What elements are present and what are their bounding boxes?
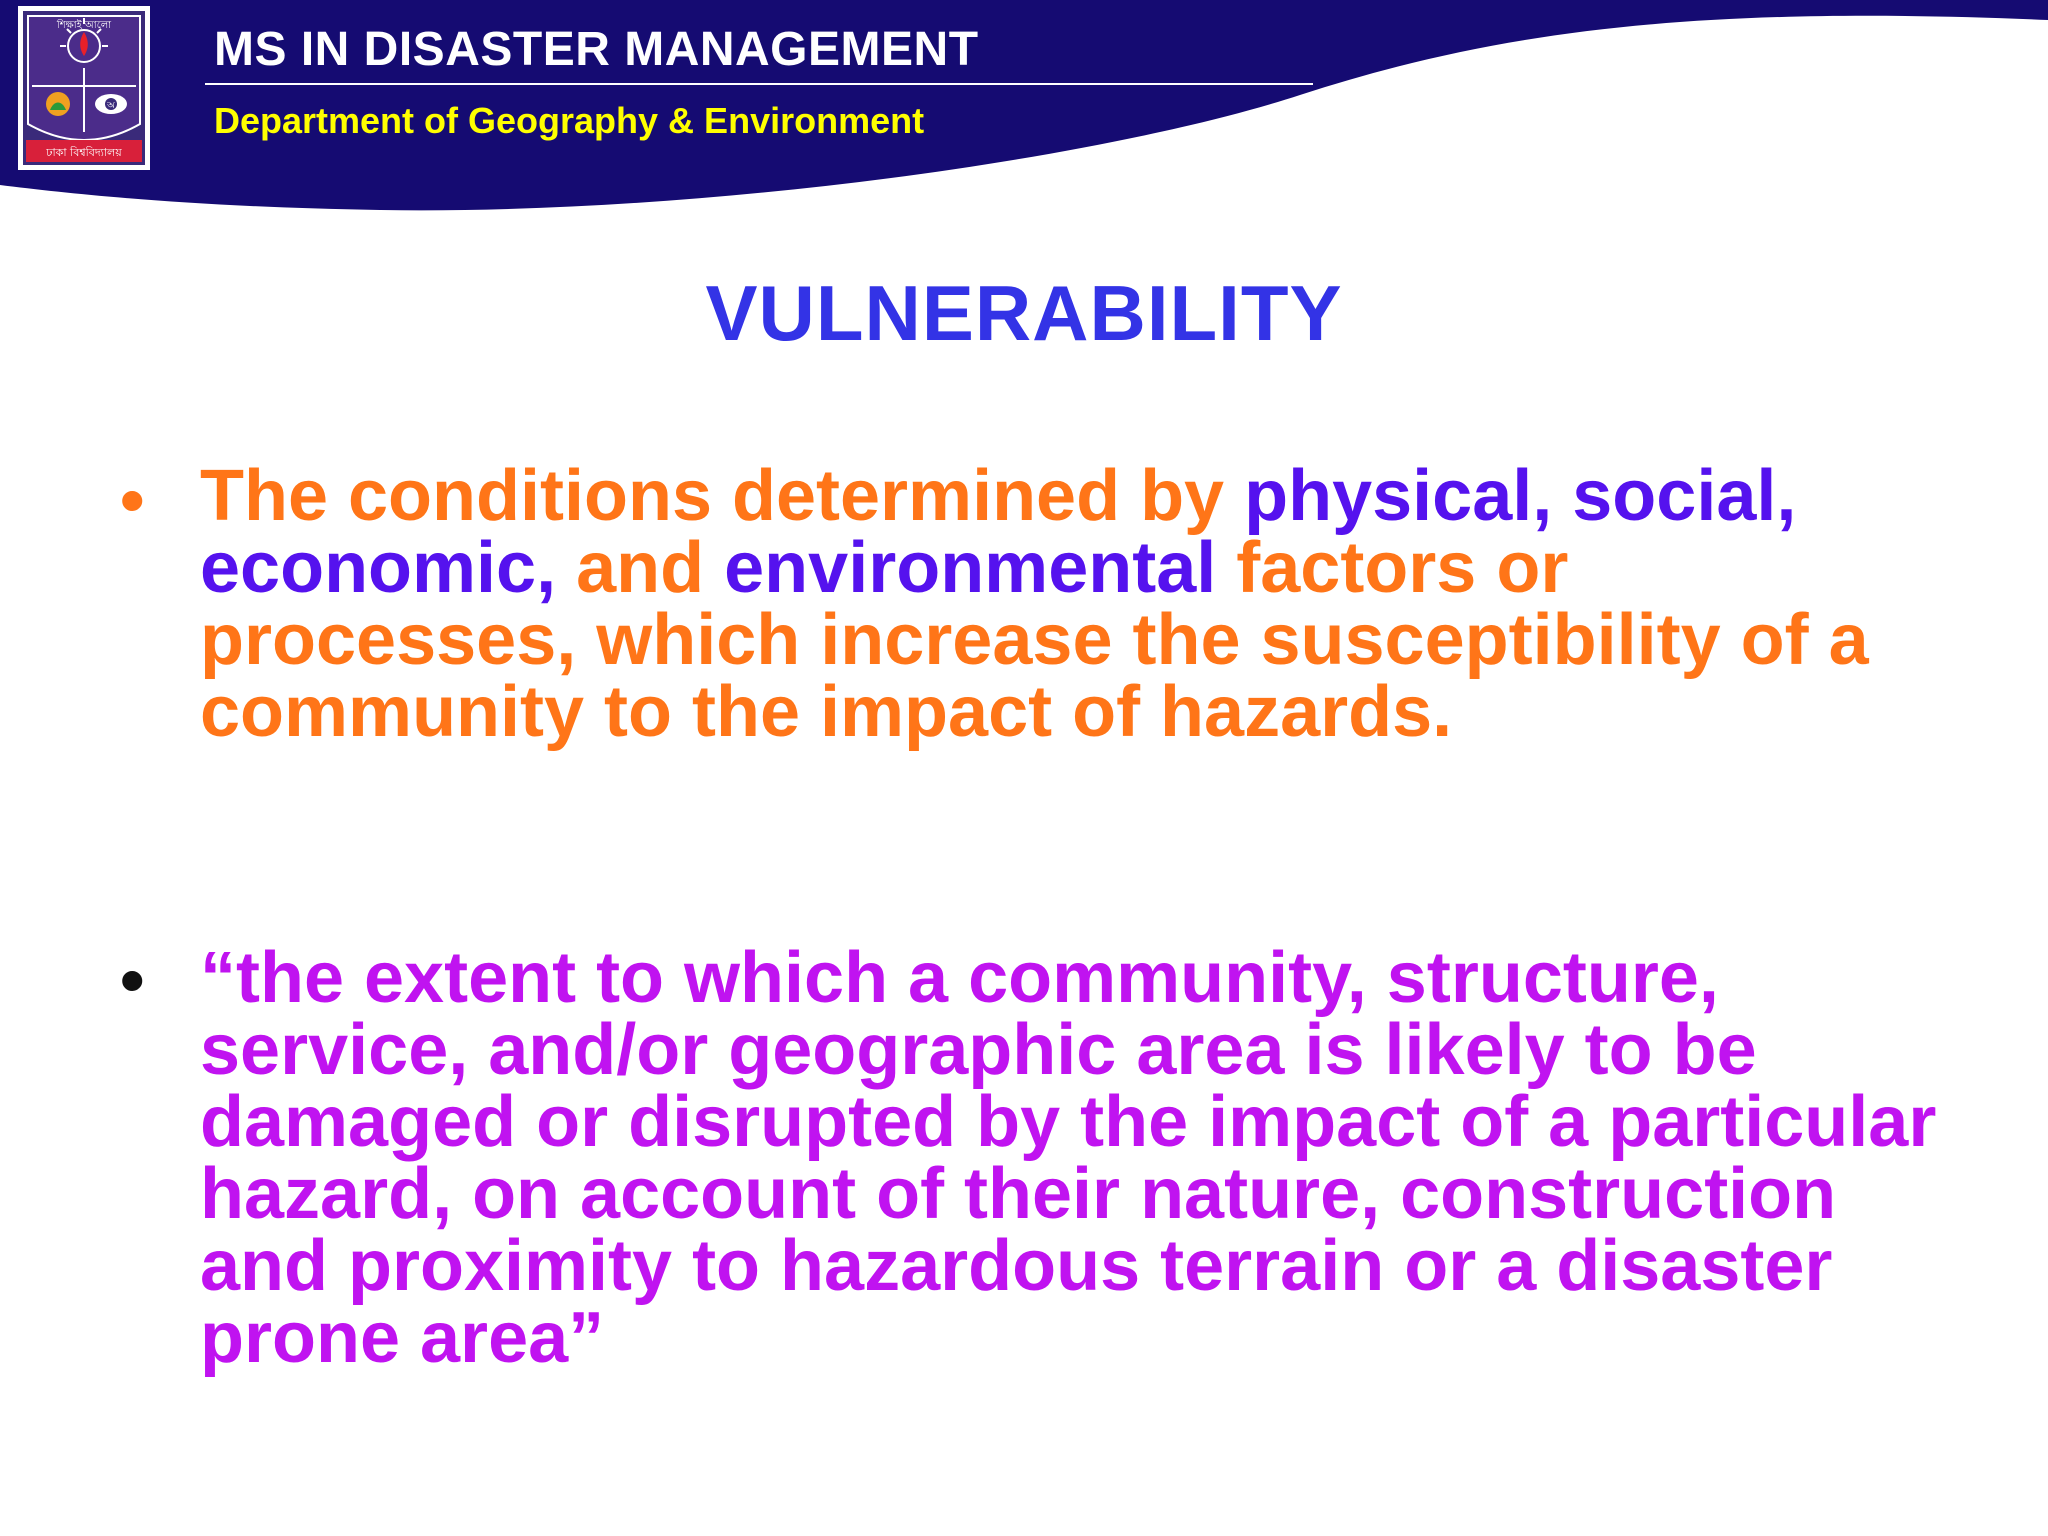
definition-highlight-factors: physical, social, economic, (200, 456, 1797, 608)
department-name: Department of Geography & Environment (214, 100, 925, 141)
vulnerability-quote: “the extent to which a community, structure, service, and/or geographic area is likely to be damaged or disrupted by the impact of a particular hazard, on account of their nature, construction and proximity to hazardous terrain or a disaster prone area” (200, 938, 1937, 1378)
bullet-marker-2: • (120, 941, 145, 1019)
crest-university-name: ঢাকা বিশ্ববিদ্যালয় (46, 146, 122, 159)
definition-text-1: The conditions determined by (200, 456, 1245, 536)
crest-badge-letter: অ (107, 101, 115, 111)
bullet-marker-1: • (120, 461, 145, 539)
slide-title: VULNERABILITY (705, 269, 1343, 357)
definition-text-3: factors or processes, which increase the susceptibility of a community to the impact of hazards. (200, 528, 1869, 752)
university-crest-icon (18, 6, 150, 170)
vulnerability-definition (200, 456, 1960, 752)
definition-highlight-environmental: environmental (724, 528, 1217, 608)
course-title: MS IN DISASTER MANAGEMENT (214, 23, 979, 76)
definition-text-2: and (556, 528, 725, 608)
crest-motto: শিক্ষাই আলো (56, 20, 112, 31)
header-divider (205, 83, 1313, 85)
